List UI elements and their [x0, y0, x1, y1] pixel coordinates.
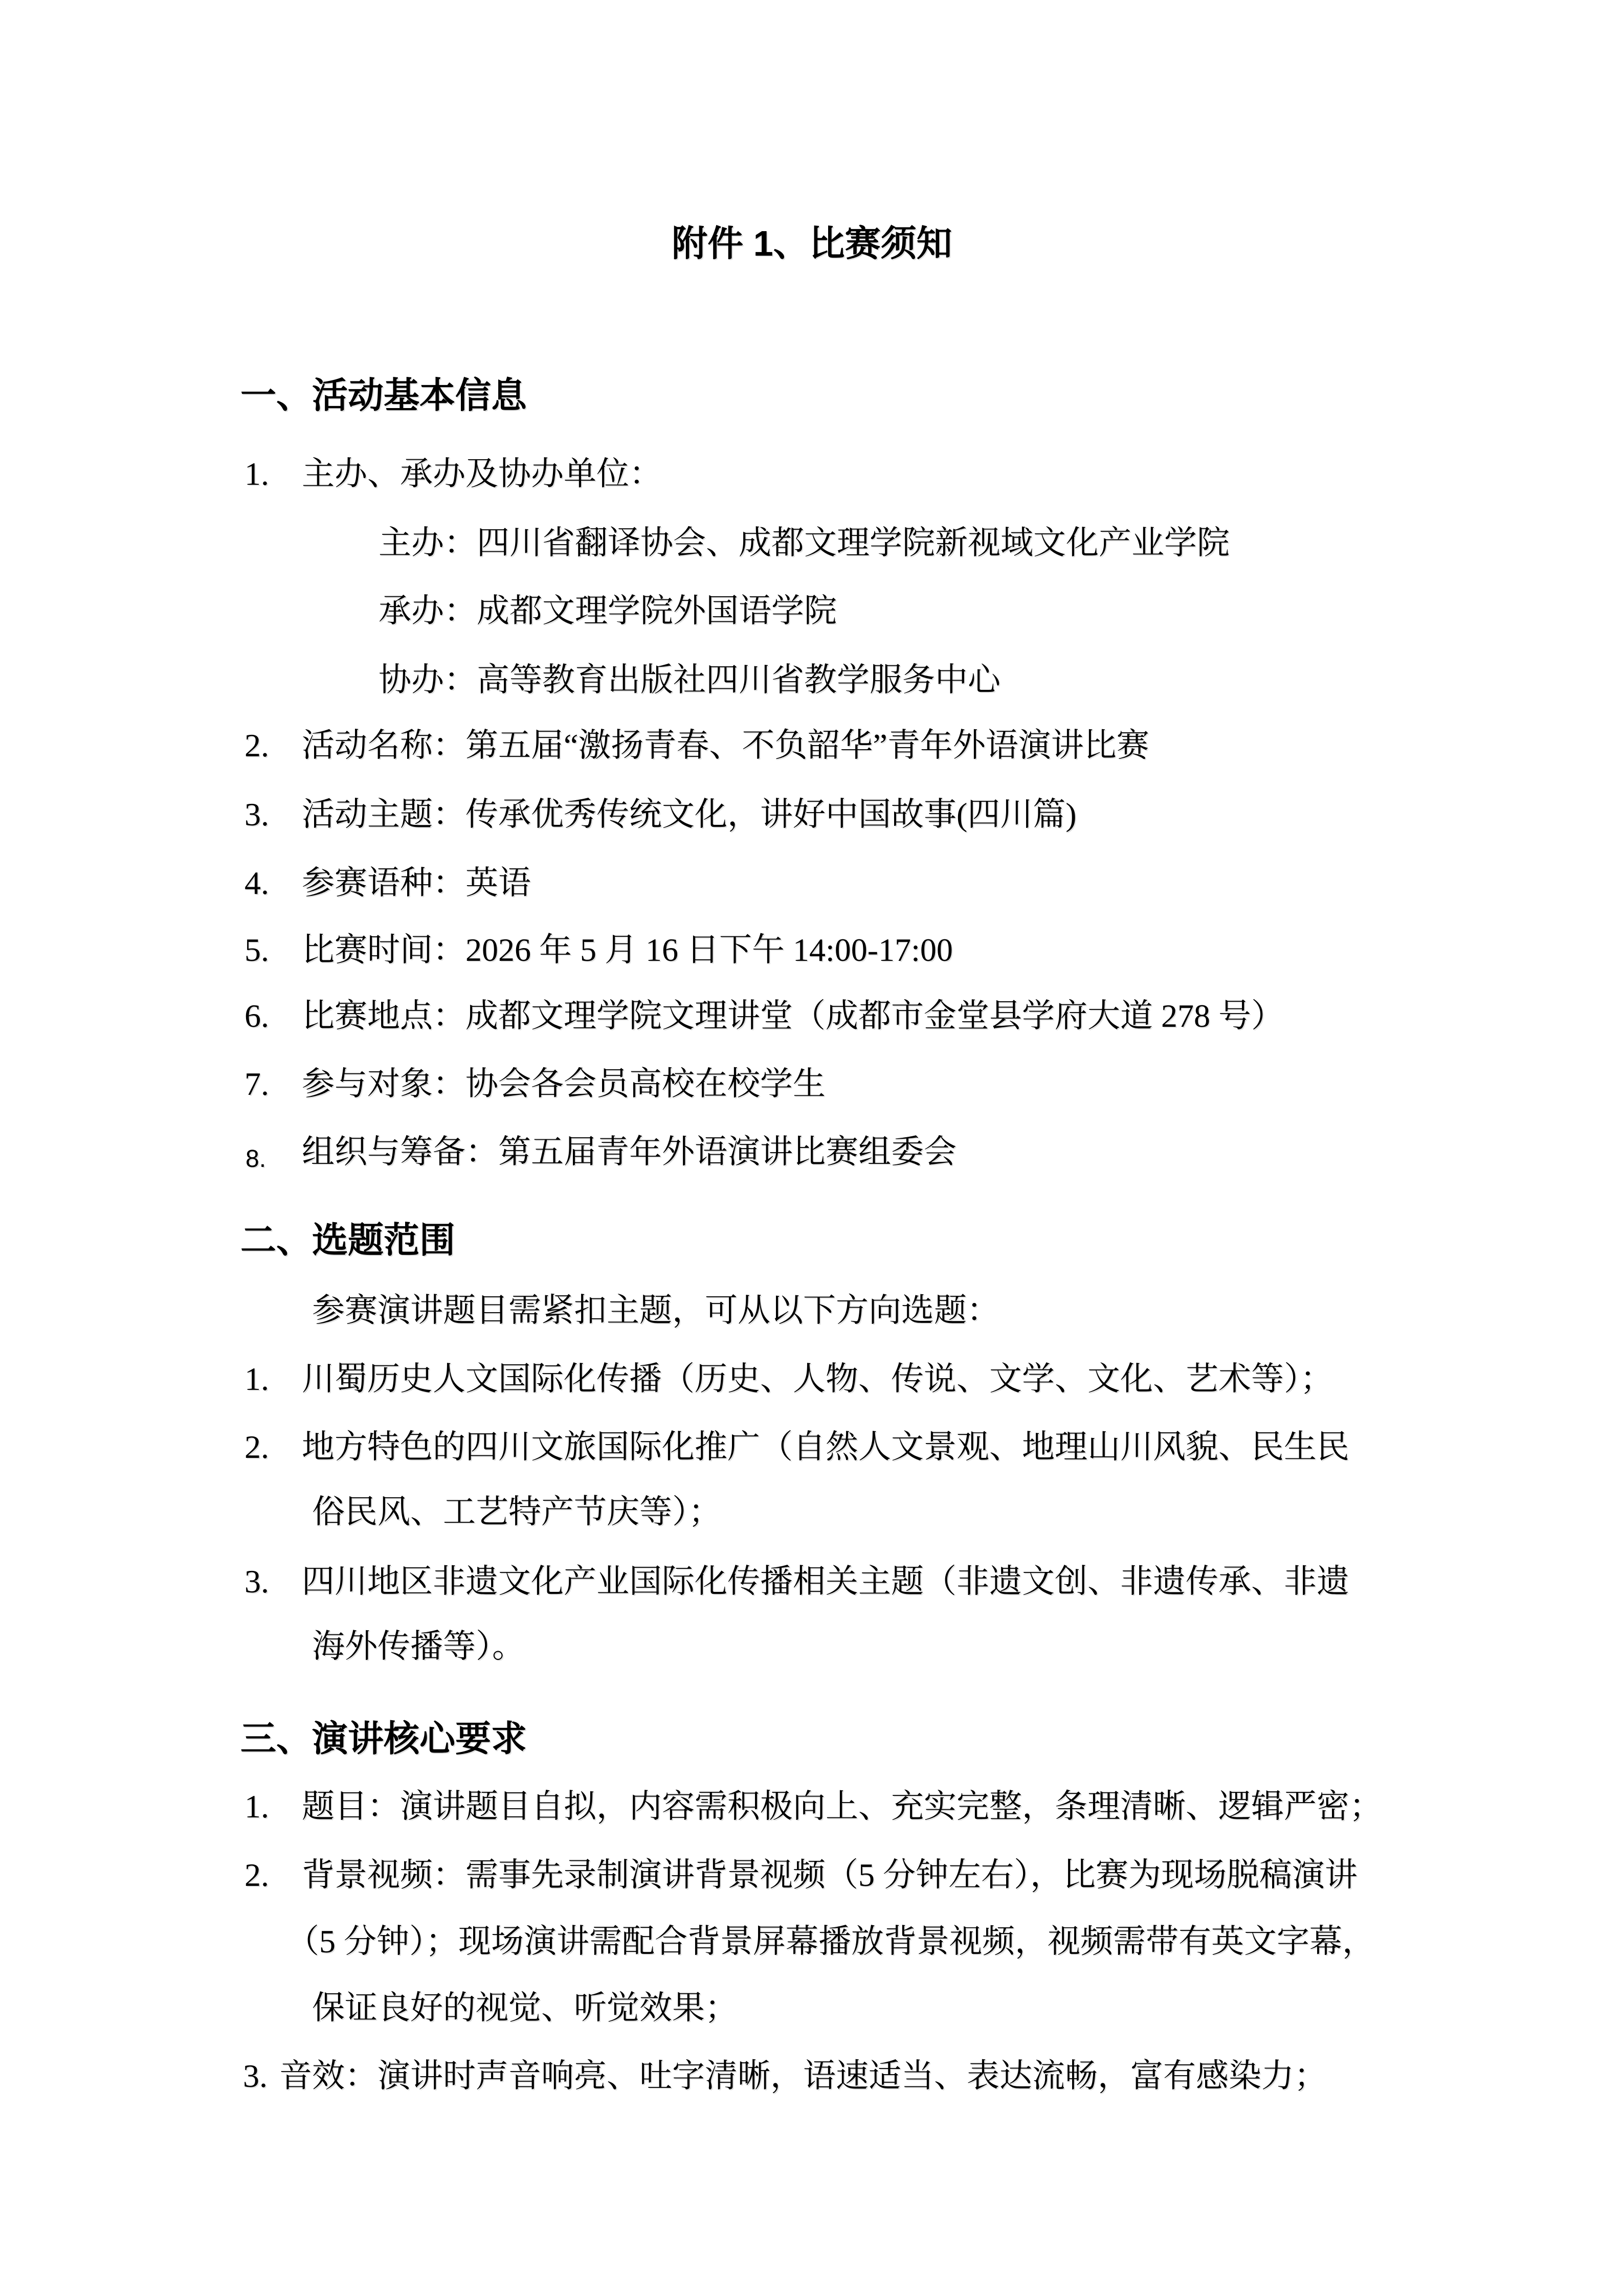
item-number: 2. — [244, 727, 269, 763]
item-text: 比赛地点：成都文理学院文理讲堂（成都市金堂县学府大道 278 号） — [302, 998, 1284, 1034]
item-number: 3. — [244, 1563, 269, 1600]
list-item — [0, 1788, 1624, 1825]
section-intro — [0, 1292, 1624, 1329]
list-item — [0, 2058, 1624, 2095]
item-number: 5. — [244, 932, 269, 968]
item-number: 1. — [244, 456, 269, 492]
item-number: 1. — [244, 1361, 269, 1397]
list-item-continuation — [0, 1990, 1624, 2027]
item-text: 俗民风、工艺特产节庆等）； — [312, 1494, 721, 1530]
item-number: 1. — [244, 1788, 269, 1825]
item-number: 7. — [244, 1066, 269, 1102]
organizer-line — [0, 662, 1624, 699]
list-item — [0, 456, 1624, 492]
item-text: 地方特色的四川文旅国际化推广（自然人文景观、地理山川风貌、民生民 — [302, 1429, 1349, 1465]
item-number: 2. — [244, 1857, 269, 1893]
list-item — [0, 1361, 1624, 1398]
item-text: 保证良好的视觉、听觉效果； — [312, 1990, 738, 2026]
item-text: 川蜀历史人文国际化传播（历史、人物、传说、文学、文化、艺术等）； — [302, 1361, 1333, 1397]
intro-text: 参赛演讲题目需紧扣主题，可从以下方向选题： — [312, 1292, 999, 1329]
list-item — [0, 727, 1624, 764]
item-number: 2. — [244, 1429, 269, 1465]
item-number: 4. — [244, 865, 269, 901]
item-number: 3. — [243, 2058, 268, 2094]
item-text: 主办、承办及协办单位： — [302, 456, 662, 492]
list-item-continuation — [0, 1494, 1624, 1530]
item-text: 背景视频：需事先录制演讲背景视频（5 分钟左右），比赛为现场脱稿演讲 — [302, 1857, 1358, 1893]
list-item — [0, 1134, 1624, 1173]
item-text: 比赛时间：2026 年 5 月 16 日下午 14:00-17:00 — [302, 932, 953, 968]
item-number: 3. — [244, 796, 269, 832]
list-item — [0, 1857, 1624, 1894]
list-item — [0, 1563, 1624, 1600]
list-item — [0, 796, 1624, 833]
organizer-line — [0, 525, 1624, 561]
item-number: 6. — [244, 998, 269, 1034]
list-item — [0, 932, 1624, 969]
organizer-undertaker: 承办：成都文理学院外国语学院 — [379, 593, 837, 629]
item-text: 活动名称：第五届“激扬青春、不负韶华”青年外语演讲比赛 — [302, 727, 1149, 763]
list-item — [0, 865, 1624, 902]
list-item-continuation — [0, 1923, 1624, 1960]
list-item — [0, 998, 1624, 1034]
item-text: 组织与筹备：第五届青年外语演讲比赛组委会 — [302, 1134, 956, 1170]
item-text: 参与对象：协会各会员高校在校学生 — [302, 1066, 826, 1102]
section-1-heading: 一、活动基本信息 — [240, 375, 527, 415]
list-item — [0, 1429, 1624, 1466]
list-item-continuation — [0, 1628, 1624, 1665]
item-text: 四川地区非遗文化产业国际化传播相关主题（非遗文创、非遗传承、非遗 — [302, 1563, 1349, 1600]
organizer-host: 主办：四川省翻译协会、成都文理学院新视域文化产业学院 — [379, 525, 1230, 561]
page-title: 附件 1、比赛须知 — [672, 223, 952, 263]
section-2-heading: 二、选题范围 — [240, 1220, 455, 1260]
item-text: 题目：演讲题目自拟，内容需积极向上、充实完整，条理清晰、逻辑严密； — [302, 1788, 1382, 1825]
item-text: 音效：演讲时声音响亮、吐字清晰，语速适当、表达流畅，富有感染力； — [279, 2058, 1327, 2094]
list-item — [0, 1066, 1624, 1102]
item-text: 参赛语种：英语 — [302, 865, 531, 901]
organizer-coorganizer: 协办：高等教育出版社四川省教学服务中心 — [379, 662, 1000, 698]
item-text: （5 分钟）；现场演讲需配合背景屏幕播放背景视频，视频需带有英文字幕， — [286, 1923, 1375, 1960]
item-text: 海外传播等）。 — [312, 1628, 525, 1664]
organizer-line — [0, 593, 1624, 629]
section-3-heading: 三、演讲核心要求 — [240, 1719, 527, 1759]
item-number: 8. — [246, 1145, 266, 1173]
item-text: 活动主题：传承优秀传统文化，讲好中国故事(四川篇) — [302, 796, 1077, 832]
